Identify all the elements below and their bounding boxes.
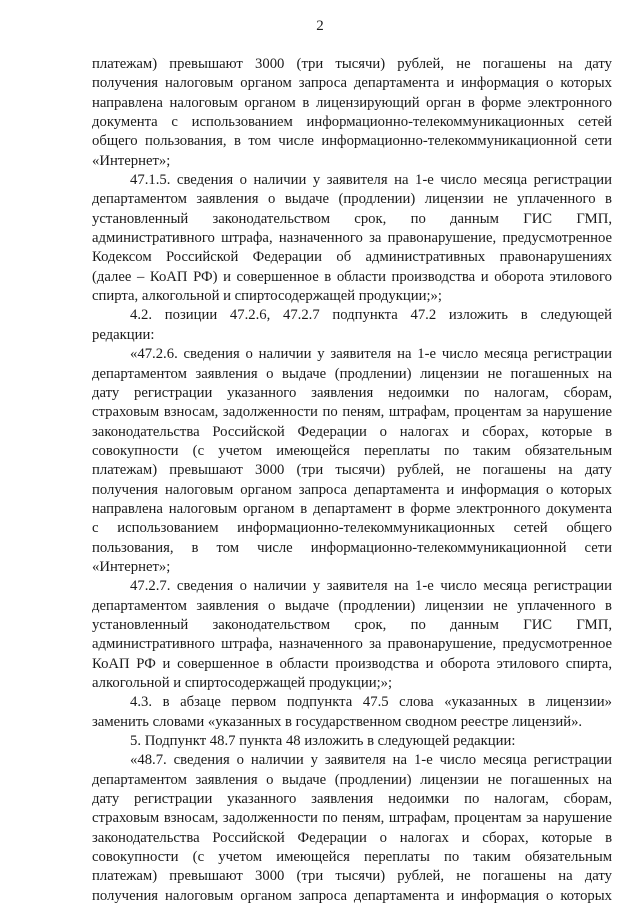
text-line: дату регистрации указанного заявления недоимки по налогам, сборам, [92, 384, 612, 401]
text-line: 4.2. позиции 47.2.6, 47.2.7 подпункта 47.2 изложить в следующей [130, 307, 612, 324]
paragraph [92, 693, 612, 732]
paragraph [92, 171, 612, 306]
text-line: получения налоговым органом запроса департамента и информация о которых [92, 481, 612, 498]
text-line: законодательства Российской Федерации о налогах и сборах, которые в [92, 829, 612, 846]
text-line: платежам) превышают 3000 (три тысячи) рублей, не погашены на дату [92, 462, 612, 479]
text-line: получения налоговым органом запроса департамента и информация о которых [92, 887, 612, 904]
text-line: (далее – КоАП РФ) и совершенное в области производства и оборота этилового [92, 268, 612, 285]
text-line: КоАП РФ и совершенное в области производства и оборота этилового спирта, [92, 655, 612, 672]
text-line: страховым взносам, задолженности по пеням, штрафам, процентам за нарушение [92, 404, 612, 421]
text-line: 47.2.7. сведения о наличии у заявителя на 1-е число месяца регистрации [130, 578, 612, 595]
text-line: дату регистрации указанного заявления недоимки по налогам, сборам, [92, 791, 612, 808]
document-body [92, 55, 612, 906]
text-line: 4.3. в абзаце первом подпункта 47.5 слова «указанных в лицензии» [130, 694, 612, 711]
paragraph [92, 345, 612, 577]
text-line: платежам) превышают 3000 (три тысячи) рублей, не погашены на дату [92, 56, 612, 72]
text-line: «48.7. сведения о наличии у заявителя на 1-е число месяца регистрации [130, 752, 612, 769]
paragraph [92, 732, 612, 751]
text-line: совокупности (с учетом имеющейся переплаты по таким обязательным [92, 442, 612, 459]
text-line: «47.2.6. сведения о наличии у заявителя на 1-е число месяца регистрации [130, 346, 612, 363]
text-line: совокупности (с учетом имеющейся переплаты по таким обязательным [92, 849, 612, 866]
text-line: получения налоговым органом запроса департамента и информация о которых [92, 75, 612, 92]
text-line: 47.1.5. сведения о наличии у заявителя на 1-е число месяца регистрации [130, 172, 612, 189]
text-line: документа с использованием информационно-телекоммуникационных сетей [92, 114, 612, 131]
text-line: направлена налоговым органом в лицензирующий орган в форме электронного [92, 94, 612, 111]
text-line: административного штрафа, назначенного за правонарушение, предусмотренное [92, 636, 612, 653]
text-line: редакции: [92, 326, 155, 343]
paragraph [92, 306, 612, 345]
paragraph [92, 55, 612, 171]
text-line: заменить словами «указанных в государственном сводном реестре лицензий». [92, 713, 583, 730]
text-line: общего пользования, в том числе информационно-телекоммуникационной сети [92, 133, 612, 150]
text-line: «Интернет»; [92, 558, 171, 575]
page-number: 2 [316, 18, 324, 34]
text-line: пользования, в том числе информационно-телекоммуникационной сети [92, 539, 612, 556]
paragraph [92, 751, 612, 906]
text-line: департаментом заявления о выдаче (продлении) лицензии не уплаченного в [92, 597, 612, 614]
text-line: департаментом заявления о выдаче (продлении) лицензии не погашенных на [92, 771, 612, 788]
text-line: спирта, алкогольной и спиртосодержащей продукции;»; [92, 288, 442, 305]
text-line: административного штрафа, назначенного за правонарушение, предусмотренное [92, 230, 612, 247]
text-line: платежам) превышают 3000 (три тысячи) рублей, не погашены на дату [92, 868, 612, 885]
text-line: 5. Подпункт 48.7 пункта 48 изложить в следующей редакции: [130, 733, 516, 750]
text-line: алкогольной и спиртосодержащей продукции;»; [92, 675, 393, 691]
text-line: департаментом заявления о выдаче (продлении) лицензии не уплаченного в [92, 191, 612, 208]
text-line: направлена налоговым органом в департамент в форме электронного документа [92, 500, 612, 517]
text-line: законодательства Российской Федерации о налогах и сборах, которые в [92, 423, 612, 440]
paragraph [92, 577, 612, 693]
text-line: департаментом заявления о выдаче (продлении) лицензии не погашенных на [92, 365, 612, 382]
text-line: установленный законодательством срок, по данным ГИС ГМП, [92, 210, 612, 227]
text-line: «Интернет»; [92, 152, 171, 169]
text-line: страховым взносам, задолженности по пеням, штрафам, процентам за нарушение [92, 810, 612, 827]
text-line: с использованием информационно-телекоммуникационных сетей общего [92, 520, 612, 537]
text-line: Кодексом Российской Федерации об административных правонарушениях [92, 249, 612, 266]
text-line: установленный законодательством срок, по данным ГИС ГМП, [92, 616, 612, 633]
